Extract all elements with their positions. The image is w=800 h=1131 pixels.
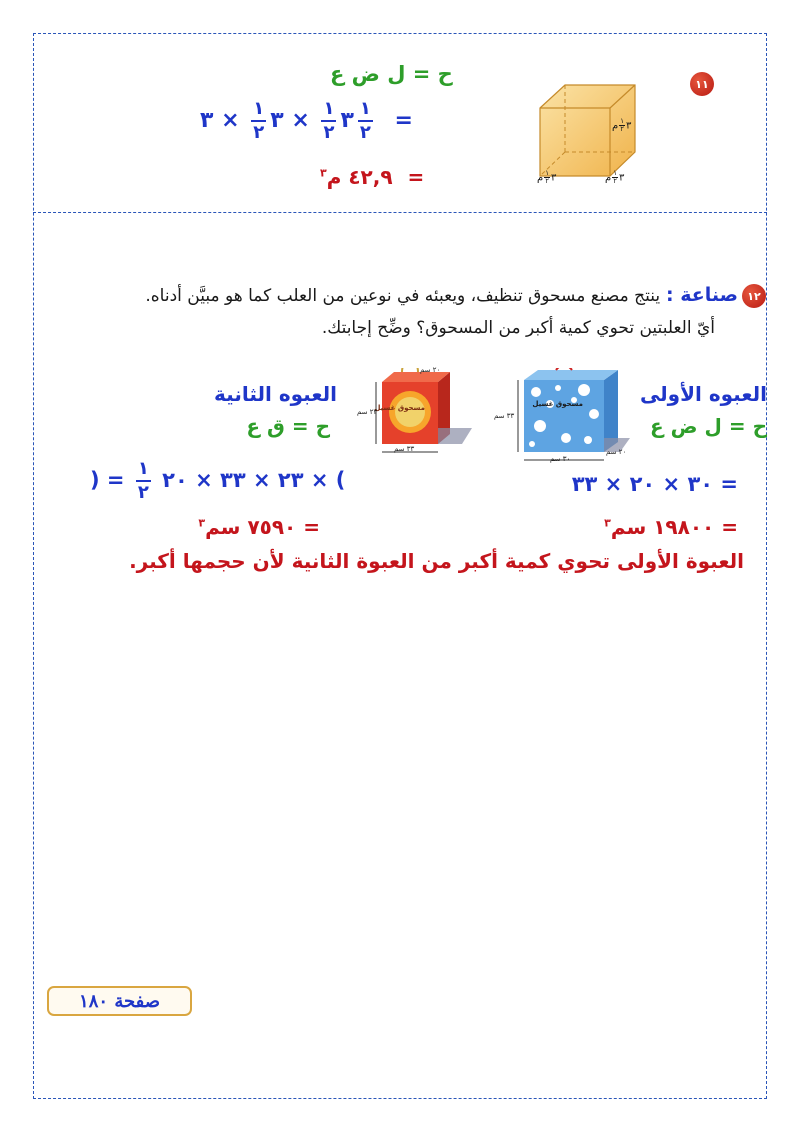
p11-formula: ح = ل ض ع — [330, 62, 453, 86]
p11-result: ٤٢,٩ م$^٣$ = — [320, 165, 425, 189]
page-number: صفحة ١٨٠ — [79, 990, 160, 1012]
p12-text-line1: صناعة : ينتج مصنع مسحوق تنظيف، ويعبئه في نوعين من العلب كما هو مبيَّن أدناه. — [145, 284, 738, 306]
box2-dim-top: ٢٠ سم — [420, 366, 441, 374]
box2-detergent-figure — [368, 368, 478, 468]
box2-title: العبوه الثانية — [214, 382, 337, 406]
box1-calc: = ٣٠ × ٢٠ × ٣٣ — [571, 472, 738, 496]
problem-11-badge: ١١ — [690, 72, 714, 96]
p12-text-line2: أيّ العلبتين تحوي كمية أكبر من المسحوق؟ وضِّح إجابتك. — [321, 318, 715, 338]
box1-result: = ١٩٨٠٠ سم$^٣$ — [604, 515, 738, 539]
box2-dim-w: ٣٣ سم — [394, 445, 415, 453]
problem-12-badge: ١٢ — [742, 284, 766, 308]
box1-dim-h: ٣٣ سم — [494, 412, 515, 420]
page-number-box — [47, 986, 192, 1016]
box1-dim-w: ٣٠ سم — [550, 455, 571, 463]
cube-dim-depth: ٣ ١ ٢ م — [605, 169, 625, 185]
cube-dim-height: ٣ ١ ٢ م — [612, 117, 632, 133]
box1-dim-d: ٢٠ سم — [606, 448, 627, 456]
box2-calc: ) × ٢٣ × ٣٣ × ٢٠ $\frac{١}{٢}$ = ( — [90, 458, 346, 503]
box1-label: مسحوق غسيل — [532, 400, 583, 408]
box1-formula: ح = ل ض ع — [650, 414, 767, 438]
box1-title: العبوه الأولى — [639, 382, 767, 406]
box2-result: = ٧٥٩٠ سم$^٣$ — [198, 515, 320, 539]
section-divider — [33, 212, 767, 213]
conclusion: العبوة الأولى تحوي كمية أكبر من العبوة الثانية لأن حجمها أكبر. — [129, 549, 744, 573]
box2-dim-h: ٢٣ سم — [357, 408, 378, 416]
cube-dim-width: ٣ ١ ٢ م — [537, 169, 557, 185]
box2-label: مسحوق غسيل — [374, 404, 425, 412]
p11-calculation: ٣ $\frac{١}{٢}$ × ٣ $\frac{١}{٢}$ × ٣ $\frac{١}{٢}$ = — [200, 98, 413, 143]
box2-formula: ح = ق ع — [246, 414, 330, 438]
